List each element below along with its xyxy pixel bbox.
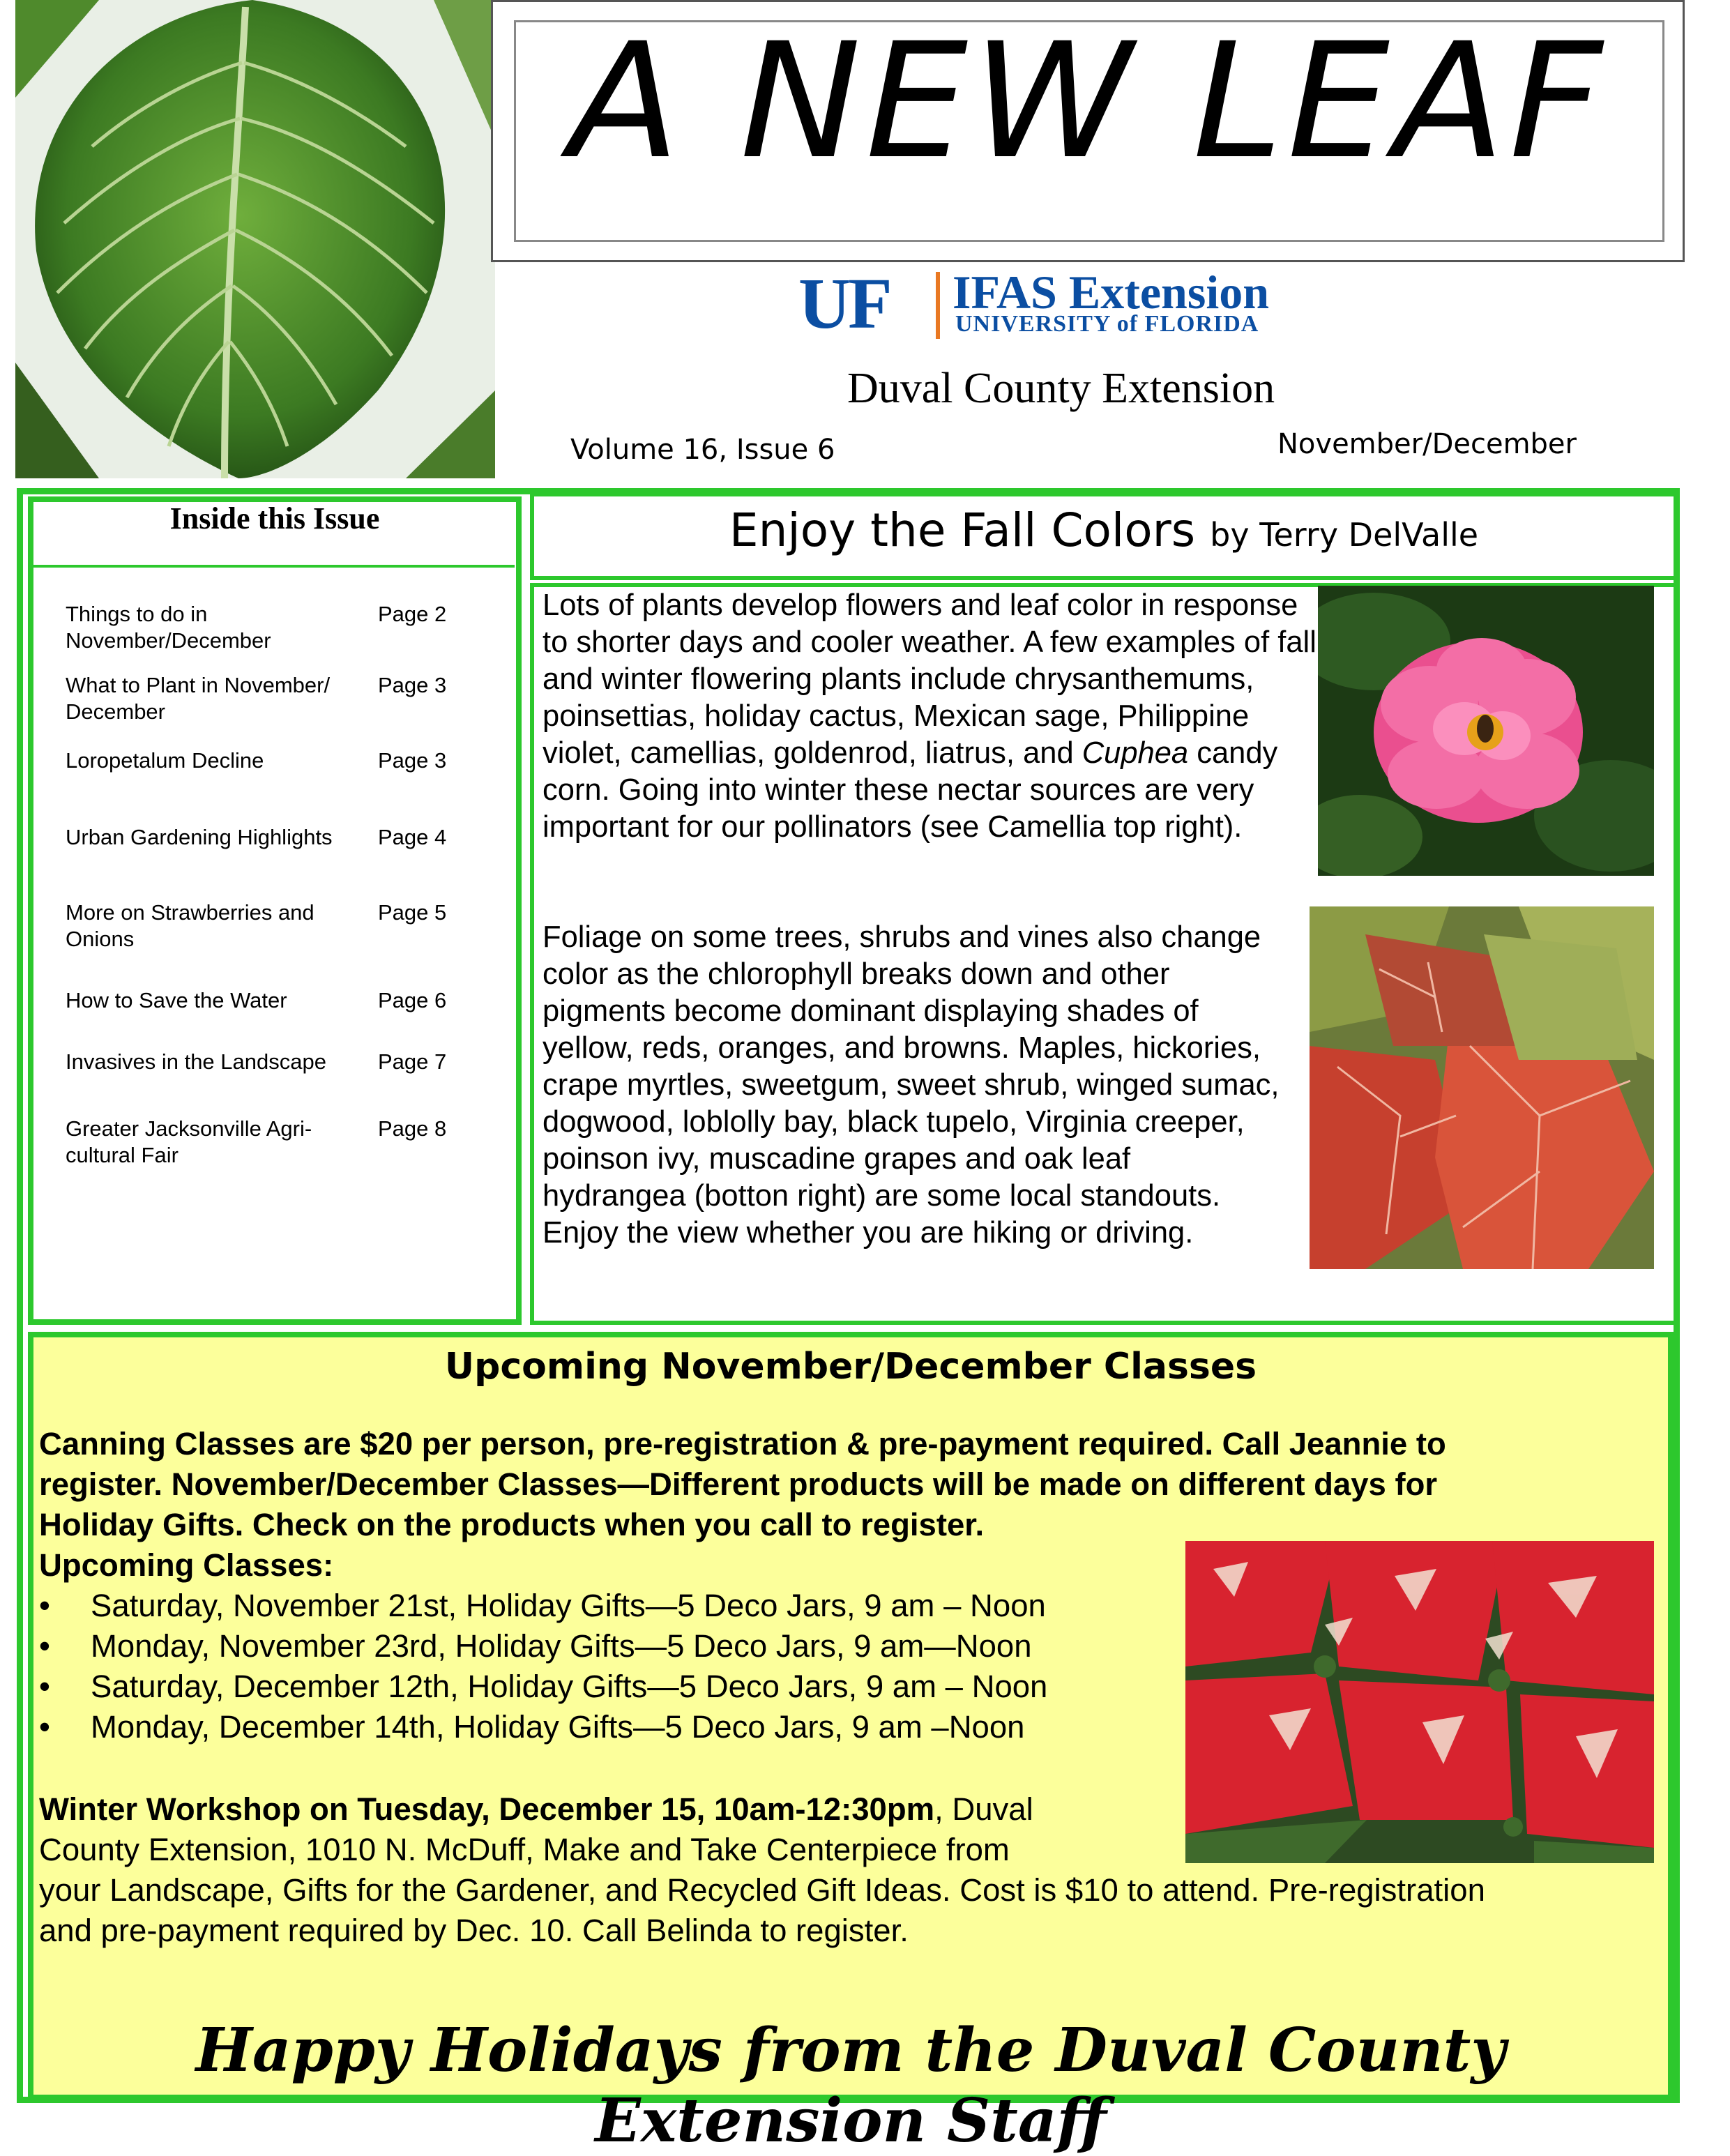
article-byline: by Terry DelValle — [1210, 516, 1479, 554]
classes-title: Upcoming November/December Classes — [444, 1346, 1257, 1388]
canning-text-line-2: register. November/December Classes—Different products will be made on different days for — [39, 1466, 1438, 1502]
workshop-text: , Duval — [934, 1791, 1033, 1827]
workshop-line-1 — [39, 1789, 1033, 1830]
issue-date: November/December — [1277, 428, 1577, 460]
article-text: candy corn. Going into winter these nectar sources are very important for our pollinators (see Camellia top right). — [542, 736, 1278, 844]
article-paragraph-2: Foliage on some trees, shrubs and vines also change color as the chlorophyll breaks down and other pigments become dominant displaying shades of yellow, reds, oranges, and browns. Maples, hickories, crape myrtles, sweetgum, sweet shrub, winged sumac, dogwood, loblolly bay, black tupelo, Virginia creeper, poinson ivy, muscadine grapes and oak leaf hydrangea (botton right) are some local standouts. Enjoy the view whether you are hiking or driving. — [542, 920, 1280, 1250]
volume-issue: Volume 16, Issue 6 — [570, 434, 835, 466]
class-list-text: Monday, December 14th, Holiday Gifts—5 Deco Jars, 9 am –Noon — [91, 1709, 1025, 1745]
article-headline — [530, 503, 1678, 557]
masthead-box — [491, 0, 1685, 262]
toc-divider — [33, 565, 515, 568]
upcoming-classes-label: Upcoming Classes: — [39, 1547, 334, 1583]
toc-page: Page 6 — [378, 988, 447, 1012]
newsletter-title: A NEW LEAF — [568, 8, 1607, 194]
poinsettia-photo — [1185, 1541, 1654, 1863]
article-paragraph-1 — [542, 587, 1317, 846]
toc-topic: Loropetalum Decline — [66, 748, 264, 773]
leaf-photo — [15, 0, 495, 478]
bullet-icon: • — [39, 1628, 50, 1664]
hydrangea-leaf-photo — [1310, 906, 1654, 1269]
toc-page: Page 4 — [378, 825, 447, 849]
toc-topic: What to Plant in November/ December — [66, 673, 331, 724]
toc-topic: More on Strawberries and Onions — [66, 900, 314, 951]
toc-page: Page 7 — [378, 1049, 447, 1074]
toc-topic: Urban Gardening Highlights — [66, 825, 333, 849]
toc-page: Page 2 — [378, 602, 447, 626]
bullet-icon: • — [39, 1669, 50, 1704]
ifas-extension-logo-text: IFAS Extension — [953, 266, 1270, 319]
workshop-line-3: your Landscape, Gifts for the Gardener, and Recycled Gift Ideas. Cost is $10 to attend. Pre-registration — [39, 1872, 1485, 1908]
holiday-greeting: Happy Holidays from the Duval County Extension Staff — [195, 2015, 1506, 2156]
class-list-text: Monday, November 23rd, Holiday Gifts—5 Deco Jars, 9 am—Noon — [91, 1628, 1032, 1664]
uf-logo-mark: UF — [798, 264, 890, 344]
article-title: Enjoy the Fall Colors — [729, 503, 1196, 557]
toc-page: Page 3 — [378, 748, 447, 773]
class-list-text: Saturday, December 12th, Holiday Gifts—5 Deco Jars, 9 am – Noon — [91, 1669, 1048, 1704]
bullet-icon: • — [39, 1709, 50, 1745]
toc-page: Page 8 — [378, 1116, 447, 1141]
toc-title: Inside this Issue — [169, 501, 380, 536]
workshop-line-4: and pre-payment required by Dec. 10. Call Belinda to register. — [39, 1913, 909, 1948]
camellia-photo — [1318, 586, 1654, 876]
toc-topic: Greater Jacksonville Agri-cultural Fair — [66, 1116, 312, 1167]
workshop-line-2: County Extension, 1010 N. McDuff, Make and Take Centerpiece from — [39, 1832, 1010, 1867]
class-list-text: Saturday, November 21st, Holiday Gifts—5 Deco Jars, 9 am – Noon — [91, 1588, 1046, 1623]
toc-page: Page 3 — [378, 673, 447, 697]
article-text-italic: Cuphea — [1082, 736, 1189, 770]
bullet-icon: • — [39, 1588, 50, 1623]
toc-topic: How to Save the Water — [66, 988, 287, 1012]
article-text: Lots of plants develop flowers and leaf color in response to shorter days and cooler weather. A few examples of fall and winter flowering plants include chrysanthemums, poinsettias, holiday cactus, Mexican sage, Philippine violet, camellias, goldenrod, liatrus, and — [542, 589, 1317, 770]
toc-page: Page 5 — [378, 900, 447, 925]
toc-topic: Invasives in the Landscape — [66, 1049, 326, 1074]
workshop-title: Winter Workshop on Tuesday, December 15, 10am-12:30pm — [39, 1791, 935, 1827]
canning-text-line-1: Canning Classes are $20 per person, pre-registration & pre-payment required. Call Jeannie to — [39, 1426, 1446, 1462]
county-name: Duval County Extension — [847, 365, 1275, 412]
toc-topic: Things to do in November/December — [66, 602, 271, 653]
logo-divider — [936, 272, 940, 339]
university-of-florida-logo-text: UNIVERSITY of FLORIDA — [955, 311, 1259, 337]
canning-text-line-3: Holiday Gifts. Check on the products when you call to register. — [39, 1507, 985, 1542]
